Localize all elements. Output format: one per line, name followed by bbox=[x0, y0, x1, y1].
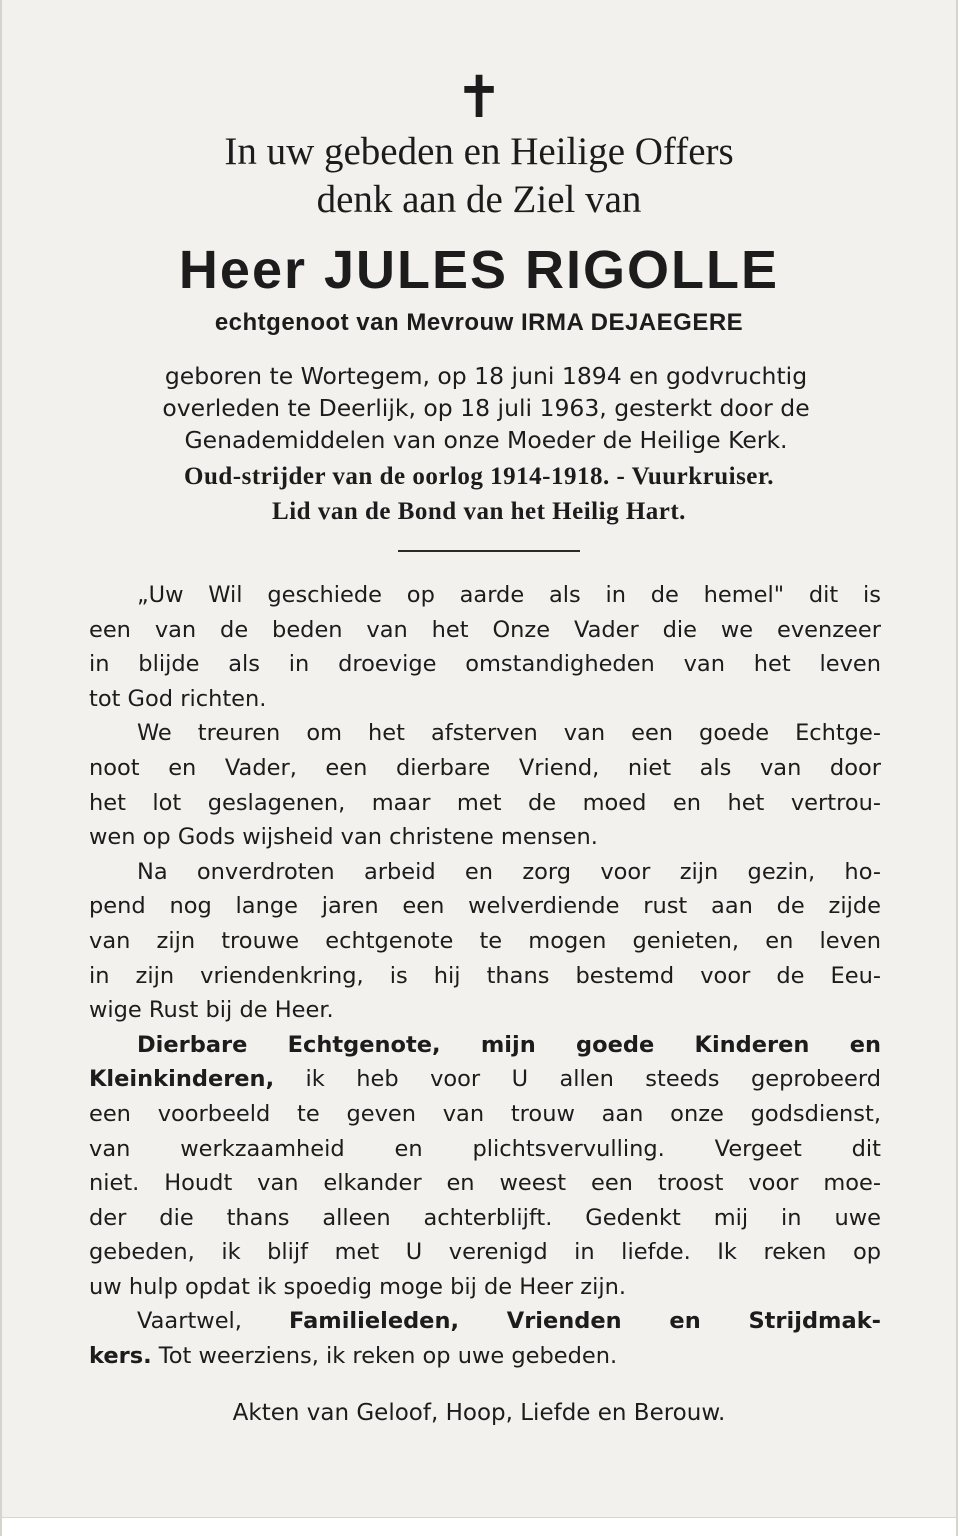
text-line: We treuren om het afsterven van een goede Echtge- bbox=[137, 720, 881, 747]
text-line bbox=[89, 1304, 881, 1339]
sacraments-line: Genademiddelen van onze Moeder de Heilige Kerk. bbox=[184, 426, 788, 454]
text-line: Na onverdroten arbeid en zorg voor zijn gezin, ho- bbox=[137, 858, 881, 885]
closing-acts: Akten van Geloof, Hoop, Liefde en Berouw. bbox=[232, 1400, 726, 1426]
veteran-line: Oud-strijder van de oorlog 1914-1918. - Vuurkruiser. bbox=[184, 463, 774, 490]
text-line: gebeden, ik blijf met U verenigd in liefde. Ik reken op bbox=[89, 1239, 881, 1266]
text-line: een van de beden van het Onze Vader die we evenzeer bbox=[89, 616, 881, 643]
text-line: niet. Houdt van elkander en weest een troost voor moe- bbox=[89, 1170, 881, 1197]
text-line: noot en Vader, een dierbare Vriend, niet als van door bbox=[89, 754, 881, 781]
text-line: het lot geslagenen, maar met de moed en het vertrou- bbox=[89, 789, 881, 816]
membership-line: Lid van de Bond van het Heilig Hart. bbox=[272, 498, 686, 525]
paragraph-prayer bbox=[89, 578, 881, 716]
birth-line: geboren te Wortegem, op 18 juni 1894 en godvruchtig bbox=[164, 362, 808, 390]
text-line: „Uw Wil geschiede op aarde als in de hemel" dit is bbox=[137, 582, 881, 608]
paragraph-mourning bbox=[89, 716, 881, 854]
text-line bbox=[89, 1339, 881, 1374]
text-line: in blijde als in droevige omstandigheden van het leven bbox=[89, 651, 881, 678]
memorial-text bbox=[89, 578, 881, 1374]
text-line: van zijn trouwe echtgenote te mogen genieten, en leven bbox=[89, 927, 881, 954]
text-line: wige Rust bij de Heer. bbox=[89, 997, 334, 1024]
card-edge bbox=[2, 1517, 956, 1536]
intro-line-1: In uw gebeden en Heilige Offers bbox=[224, 130, 734, 173]
text-line: pend nog lange jaren een welverdiende rust aan de zijde bbox=[89, 893, 881, 920]
life-details bbox=[90, 360, 882, 456]
text-line: der die thans alleen achterblijft. Gedenkt mij in uwe bbox=[89, 1204, 881, 1231]
text-line: van werkzaamheid en plichtsvervulling. Vergeet dit bbox=[89, 1135, 881, 1162]
text-regular: ik heb voor U allen steeds geprobeerd bbox=[274, 1066, 881, 1093]
text-bold: Familieleden, Vrienden en Strijdmak- bbox=[289, 1308, 881, 1335]
spouse-line: echtgenoot van Mevrouw IRMA DEJAEGERE bbox=[214, 309, 744, 336]
veteran-block bbox=[2, 459, 956, 529]
cross-icon: ✝ bbox=[454, 63, 504, 131]
deceased-name: Heer JULES RIGOLLE bbox=[178, 240, 780, 300]
text-line: een voorbeeld te geven van trouw aan onze godsdienst, bbox=[89, 1100, 881, 1127]
intro-text bbox=[2, 128, 956, 224]
death-line: overleden te Deerlijk, op 18 juli 1963, gesterkt door de bbox=[162, 394, 810, 422]
intro-line-2: denk aan de Ziel van bbox=[316, 178, 642, 221]
divider bbox=[398, 550, 580, 552]
text-bold: Kleinkinderen, bbox=[89, 1066, 275, 1093]
text-line: Dierbare Echtgenote, mijn goede Kinderen en bbox=[137, 1031, 881, 1058]
text-line: uw hulp opdat ik spoedig moge bij de Heer zijn. bbox=[89, 1273, 627, 1300]
paragraph-family bbox=[89, 1028, 881, 1305]
text-line: in zijn vriendenkring, is hij thans bestemd voor de Eeu- bbox=[89, 962, 881, 989]
text-line bbox=[89, 1062, 881, 1097]
text-line: wen op Gods wijsheid van christene mensen. bbox=[89, 824, 598, 851]
text-line: tot God richten. bbox=[89, 685, 267, 712]
text-regular: Tot weerziens, ik reken op uwe gebeden. bbox=[151, 1343, 618, 1370]
paragraph-labour bbox=[89, 855, 881, 1028]
text-regular: Vaartwel, bbox=[137, 1308, 290, 1335]
text-bold: kers. bbox=[89, 1343, 152, 1370]
paragraph-farewell bbox=[89, 1304, 881, 1373]
